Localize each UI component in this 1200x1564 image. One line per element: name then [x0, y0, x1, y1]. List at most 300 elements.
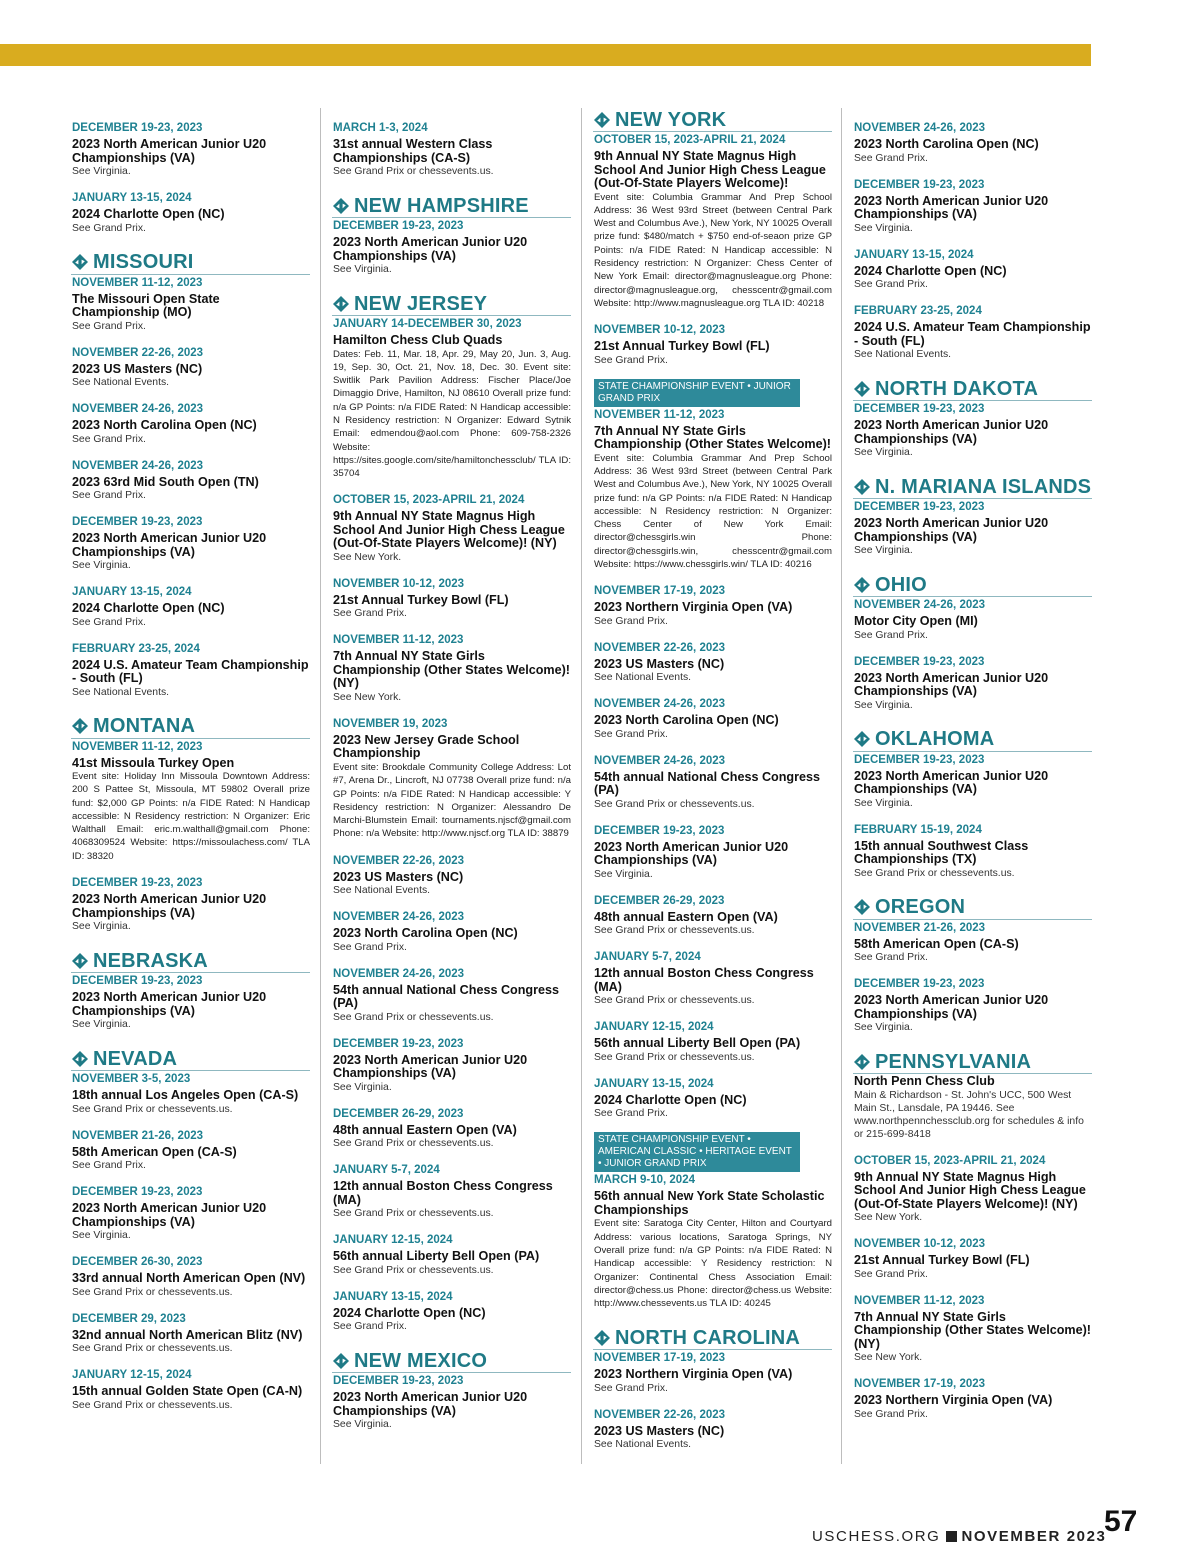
event-reference: See National Events. [594, 672, 692, 684]
state-marker-icon [853, 478, 871, 496]
event-date: OCTOBER 15, 2023-APRIL 21, 2024 [594, 134, 786, 146]
event-title: 2023 US Masters (NC) [594, 1423, 725, 1438]
event-date: NOVEMBER 22-26, 2023 [72, 346, 204, 359]
event-title: 7th Annual NY State Girls Championship (Other States Welcome)! (NY) [854, 1309, 1091, 1351]
event-listing [72, 459, 310, 503]
state-heading [71, 715, 310, 739]
state-marker-icon [332, 197, 350, 215]
event-listing [72, 121, 310, 178]
event-title: 2023 Northern Virginia Open (VA) [594, 1367, 793, 1382]
event-listing [854, 121, 1092, 165]
event-date: DECEMBER 26-30, 2023 [72, 1256, 203, 1269]
event-title: 2023 63rd Mid South Open (TN) [72, 474, 259, 489]
event-reference: See National Events. [854, 349, 952, 360]
event-title: 2023 North American Junior U20 Championships (VA) [333, 1390, 528, 1418]
event-listing [333, 717, 571, 841]
event-listing [333, 317, 571, 480]
event-date: NOVEMBER 24-26, 2023 [72, 459, 204, 472]
event-date: NOVEMBER 11-12, 2023 [333, 634, 464, 647]
event-date: DECEMBER 19-23, 2023 [72, 122, 203, 134]
event-date: JANUARY 12-15, 2024 [333, 1234, 453, 1247]
event-listing [72, 974, 310, 1031]
event-reference: See Grand Prix or chessevents.us. [72, 1343, 233, 1355]
state-heading [332, 292, 571, 316]
event-details: Event site: Columbia Grammar And Prep School Address: 36 West 93rd Street (between Central Park West and Columbus Ave.), New York, NY 10025 Overall prize fund: $480/match + $750 end-of-seaon prize GP Points: n/a FIDE Rated: N Handicap accessible: N Residency restriction: N Organizer: Chess Center of New York Email: director@magnusleague.org Phone: director@magnusleague.org, chesscentr@gmail.com Website: http://www.magnusleague.org TLA ID: 40218 [594, 191, 832, 309]
event-listing [854, 753, 1092, 810]
state-marker-icon [71, 952, 89, 970]
event-reference: See National Events. [594, 1439, 692, 1451]
event-reference: See Grand Prix. [854, 279, 928, 290]
event-date: NOVEMBER 10-12, 2023 [854, 1238, 986, 1250]
event-listing [854, 921, 1092, 965]
event-listing [72, 1312, 310, 1356]
event-title: The Missouri Open State Championship (MO) [72, 291, 220, 319]
state-name: NEW YORK [615, 108, 727, 131]
event-date: NOVEMBER 19, 2023 [333, 717, 448, 730]
event-reference: See Virginia. [72, 921, 131, 933]
event-title: 2023 North American Junior U20 Championships (VA) [854, 516, 1049, 544]
state-heading [71, 949, 310, 973]
event-reference: See New York. [854, 1212, 923, 1223]
event-title: 2023 Northern Virginia Open (VA) [854, 1393, 1053, 1407]
page-number: 57 [1104, 1505, 1138, 1538]
event-title: 12th annual Boston Chess Congress (MA) [333, 1179, 553, 1207]
state-heading [853, 1050, 1092, 1074]
event-date: DECEMBER 19-23, 2023 [72, 516, 203, 528]
event-reference: See Grand Prix or chessevents.us. [333, 166, 494, 177]
event-title: 2024 Charlotte Open (NC) [854, 263, 1007, 278]
event-listing [333, 493, 571, 564]
event-title: 7th Annual NY State Girls Championship (Other States Welcome)! (NY) [333, 649, 570, 691]
event-listing [854, 977, 1092, 1034]
event-listing [72, 740, 310, 864]
state-marker-icon [71, 253, 89, 271]
event-title: 48th annual Eastern Open (VA) [333, 1122, 517, 1137]
event-title: 21st Annual Turkey Bowl (FL) [854, 1253, 1030, 1267]
event-reference: See Grand Prix. [72, 1160, 146, 1172]
column-divider [320, 108, 321, 1464]
event-date: NOVEMBER 17-19, 2023 [594, 1352, 726, 1365]
event-title: 15th annual Golden State Open (CA-N) [72, 1384, 303, 1399]
event-title: 2024 U.S. Amateur Team Championship - South (FL) [854, 320, 1091, 348]
event-listing [72, 1185, 310, 1242]
event-reference: See Grand Prix. [333, 608, 407, 620]
event-listing [72, 1129, 310, 1173]
event-reference: See Grand Prix. [72, 490, 146, 501]
event-listing [594, 1408, 832, 1452]
event-title: 2023 US Masters (NC) [333, 869, 464, 884]
state-name: NORTH DAKOTA [875, 377, 1039, 400]
event-listing [72, 876, 310, 933]
event-reference: See Grand Prix. [333, 941, 407, 953]
event-listing [72, 276, 310, 333]
event-date: DECEMBER 26-29, 2023 [594, 894, 725, 907]
state-heading [853, 728, 1092, 752]
event-reference: See Grand Prix or chessevents.us. [333, 1208, 494, 1220]
event-date: DECEMBER 26-29, 2023 [333, 1107, 464, 1120]
event-date: NOVEMBER 3-5, 2023 [72, 1073, 191, 1086]
top-accent-bar [0, 44, 1091, 66]
state-heading [71, 251, 310, 275]
event-reference: See Grand Prix or chessevents.us. [333, 1264, 494, 1276]
event-reference: See Virginia. [72, 1230, 131, 1242]
event-title: 2023 New Jersey Grade School Championship [333, 732, 520, 761]
event-title: 2023 US Masters (NC) [72, 361, 203, 376]
event-listing [333, 1037, 571, 1094]
event-listing [594, 824, 832, 881]
event-date: NOVEMBER 11-12, 2023 [854, 1294, 985, 1307]
event-title: 2024 Charlotte Open (NC) [72, 207, 225, 221]
event-listing [333, 854, 571, 898]
event-listing [594, 408, 832, 572]
event-title: 32nd annual North American Blitz (NV) [72, 1327, 303, 1342]
event-title: 56th annual Liberty Bell Open (PA) [594, 1036, 801, 1051]
event-date: OCTOBER 15, 2023-APRIL 21, 2024 [333, 494, 525, 507]
event-date: JANUARY 13-15, 2024 [333, 1290, 453, 1303]
event-listing [72, 585, 310, 629]
listing-column-3 [594, 108, 832, 1451]
state-heading [853, 573, 1092, 597]
event-reference: See Grand Prix or chessevents.us. [72, 1399, 233, 1411]
event-date: JANUARY 5-7, 2024 [594, 951, 701, 964]
event-listing [333, 1163, 571, 1220]
event-title: 2023 North Carolina Open (NC) [72, 418, 257, 432]
listing-column-4 [854, 108, 1092, 1421]
event-date: JANUARY 12-15, 2024 [72, 1369, 192, 1382]
event-listing [854, 598, 1092, 642]
event-listing [72, 515, 310, 572]
event-title: North Penn Chess Club [854, 1074, 995, 1088]
event-reference: See Grand Prix. [72, 433, 146, 445]
event-date: FEBRUARY 15-19, 2024 [854, 823, 982, 836]
state-name: PENNSYLVANIA [875, 1050, 1032, 1073]
event-listing [72, 402, 310, 446]
event-title: 33rd annual North American Open (NV) [72, 1271, 306, 1286]
event-date: MARCH 9-10, 2024 [594, 1174, 695, 1187]
state-name: OREGON [875, 896, 966, 918]
event-listing [594, 1173, 832, 1310]
event-reference: See Grand Prix. [854, 629, 928, 641]
event-reference: See Grand Prix or chessevents.us. [72, 1103, 233, 1115]
event-listing [333, 1233, 571, 1277]
event-date: NOVEMBER 10-12, 2023 [594, 324, 726, 337]
event-details: Event site: Brookdale Community College Address: Lot #7, Arena Dr., Lincroft, NJ 07738 Overall prize fund: n/a GP Points: n/a FIDE Rated: N Handicap accessible: Y Residency restriction: N Organizer: Alessandro De Marchi-Blumstein Email: tournaments.njscf@gmail.com Phone: n/a Website: http://www.njscf.org TLA ID: 38879 [333, 761, 571, 840]
event-title: 2023 North Carolina Open (NC) [854, 137, 1039, 151]
event-date: DECEMBER 19-23, 2023 [854, 655, 985, 668]
event-reference: See Grand Prix or chessevents.us. [333, 1138, 494, 1150]
state-name: N. MARIANA ISLANDS [875, 475, 1092, 498]
event-listing [594, 641, 832, 685]
state-heading [332, 1349, 571, 1373]
event-reference: See Grand Prix or chessevents.us. [333, 1011, 494, 1023]
event-listing [72, 1255, 310, 1299]
event-listing [72, 191, 310, 235]
event-details: Event site: Holiday Inn Missoula Downtown Address: 200 S Pattee St, Missoula, MT 59802 Overall prize fund: $2,000 GP Points: n/a FIDE Rated: N Handicap accessible: N Residency restriction: N Organizer: Eric Walthall Email: eric.m.walthall@gmail.com Phone: 4068309524 Website: https://missoulachess.com/ TLA ID: 38320 [72, 771, 310, 862]
event-title: 2024 Charlotte Open (NC) [333, 1305, 486, 1320]
event-listing [333, 1107, 571, 1151]
event-date: NOVEMBER 11-12, 2023 [72, 276, 203, 289]
event-listing [594, 894, 832, 938]
event-listing [854, 1237, 1092, 1281]
event-listing [333, 1290, 571, 1334]
event-title: 2024 Charlotte Open (NC) [594, 1092, 747, 1107]
event-listing [854, 823, 1092, 880]
state-heading [853, 475, 1092, 499]
event-date: DECEMBER 19-23, 2023 [854, 178, 985, 191]
event-title: 9th Annual NY State Magnus High School And Junior High Chess League (Out-Of-State Players Welcome)! (NY) [854, 1169, 1086, 1211]
event-listing [333, 121, 571, 178]
state-heading [853, 377, 1092, 401]
event-reference: See Virginia. [854, 222, 913, 234]
event-title: 2023 North Carolina Open (NC) [333, 926, 518, 941]
event-listing [594, 584, 832, 628]
state-marker-icon [853, 1053, 871, 1071]
event-reference: See Grand Prix. [854, 1408, 928, 1420]
event-date: JANUARY 13-15, 2024 [854, 248, 974, 261]
event-listing [854, 178, 1092, 235]
event-listing [72, 1072, 310, 1116]
state-marker-icon [853, 898, 871, 916]
event-reference: See National Events. [72, 377, 170, 388]
event-date: FEBRUARY 23-25, 2024 [854, 305, 982, 317]
event-date: NOVEMBER 24-26, 2023 [594, 698, 726, 711]
event-title: 41st Missoula Turkey Open [72, 755, 235, 770]
event-reference: See Grand Prix or chessevents.us. [594, 925, 755, 937]
event-title: 58th American Open (CA-S) [72, 1144, 237, 1159]
event-reference: See Virginia. [594, 868, 653, 880]
event-date: DECEMBER 19-23, 2023 [594, 824, 725, 837]
event-reference: See New York. [333, 551, 402, 563]
event-reference: See Grand Prix. [854, 1268, 928, 1280]
event-reference: See Grand Prix or chessevents.us. [854, 867, 1015, 879]
event-listing [854, 655, 1092, 712]
event-reference: See Grand Prix. [594, 615, 668, 627]
state-name: NEW JERSEY [354, 292, 488, 315]
event-reference: See Grand Prix. [594, 354, 668, 366]
event-date: NOVEMBER 11-12, 2023 [72, 740, 203, 753]
state-marker-icon [593, 111, 611, 129]
footer-issue: NOVEMBER 2023 [961, 1528, 1107, 1545]
event-date: DECEMBER 19-23, 2023 [333, 220, 464, 232]
state-marker-icon [593, 1329, 611, 1347]
event-reference: See Grand Prix. [72, 616, 146, 628]
event-date: NOVEMBER 24-26, 2023 [72, 403, 204, 415]
event-date: NOVEMBER 11-12, 2023 [594, 408, 725, 421]
state-name: OKLAHOMA [875, 728, 995, 750]
event-listing [594, 754, 832, 811]
state-marker-icon [853, 576, 871, 594]
event-listing [333, 910, 571, 954]
event-reference: See Grand Prix. [594, 1108, 668, 1120]
event-listing [854, 402, 1092, 459]
event-title: 56th annual Liberty Bell Open (PA) [333, 1249, 540, 1264]
column-divider [581, 108, 582, 1464]
event-date: DECEMBER 19-23, 2023 [854, 501, 985, 513]
event-title: Motor City Open (MI) [854, 614, 978, 628]
state-marker-icon [332, 295, 350, 313]
event-date: OCTOBER 15, 2023-APRIL 21, 2024 [854, 1154, 1046, 1167]
event-title: 2023 North American Junior U20 Championships (VA) [854, 670, 1049, 698]
event-listing [333, 967, 571, 1024]
event-title: 2023 US Masters (NC) [594, 656, 725, 671]
event-date: NOVEMBER 24-26, 2023 [333, 911, 465, 924]
event-title: 56th annual New York State Scholastic Championships [594, 1189, 825, 1217]
state-name: NEBRASKA [93, 949, 208, 972]
event-listing [594, 697, 832, 741]
state-name: NEW HAMPSHIRE [354, 194, 529, 217]
event-date: NOVEMBER 22-26, 2023 [333, 854, 465, 867]
event-reference: See Grand Prix. [72, 320, 146, 332]
event-title: 2023 North American Junior U20 Championships (VA) [854, 768, 1049, 796]
event-listing [854, 500, 1092, 557]
event-listing [72, 346, 310, 390]
state-name: NEVADA [93, 1047, 178, 1070]
event-reference: Main & Richardson - St. John's UCC, 500 West Main St., Lansdale, PA 19446. See www.northpennchessclub.org for schedules & info or 215-699-8418 [854, 1089, 1084, 1140]
event-listing [854, 1294, 1092, 1365]
event-listing [72, 1368, 310, 1412]
state-heading [332, 194, 571, 218]
event-reference: See Grand Prix. [333, 1321, 407, 1333]
state-name: OHIO [875, 573, 927, 596]
event-listing [594, 1351, 832, 1395]
event-listing [333, 633, 571, 704]
event-date: JANUARY 13-15, 2024 [594, 1077, 714, 1090]
event-title: 9th Annual NY State Magnus High School And Junior High Chess League (Out-Of-State Players Welcome)! (NY) [333, 509, 565, 551]
event-reference: See Grand Prix. [594, 728, 668, 740]
event-title: 48th annual Eastern Open (VA) [594, 909, 778, 924]
event-listing [333, 1374, 571, 1431]
event-title: 54th annual National Chess Congress (PA) [333, 982, 560, 1011]
event-reference: See Grand Prix. [594, 1382, 668, 1394]
event-details: Event site: Columbia Grammar And Prep School Address: 36 West 93rd Street (between Central Park West and Columbus Ave.), New York, NY 10025 Overall prize fund: n/a GP Points: n/a FIDE Rated: N Handicap accessible: N Residency restriction: N Organizer: Chess Center of New York Email: director@chessgirls.win Phone: director@chessgirls.win, chesscentr@gmail.com Website: https://www.chessgirls.win/ TLA ID: 40216 [594, 452, 832, 571]
event-listing [854, 1154, 1092, 1225]
event-listing [854, 1075, 1092, 1141]
event-reference: See Virginia. [333, 264, 392, 275]
event-title: 2023 North American Junior U20 Championships (VA) [333, 1052, 528, 1081]
event-listing [854, 1377, 1092, 1421]
event-reference: See Grand Prix. [854, 952, 928, 963]
event-reference: See New York. [854, 1352, 923, 1363]
event-listing [594, 323, 832, 367]
state-heading [593, 108, 832, 132]
event-date: DECEMBER 29, 2023 [72, 1312, 186, 1325]
state-name: MONTANA [93, 715, 196, 737]
listing-column-2 [333, 108, 571, 1431]
event-listing [72, 642, 310, 699]
event-title: 2024 Charlotte Open (NC) [72, 601, 225, 615]
state-marker-icon [71, 1050, 89, 1068]
event-date: NOVEMBER 21-26, 2023 [854, 921, 986, 934]
event-category-banner: STATE CHAMPIONSHIP EVENT • AMERICAN CLASSIC • HERITAGE EVENT • JUNIOR GRAND PRIX [594, 1132, 800, 1172]
state-marker-icon [71, 717, 89, 735]
event-title: 2023 North American Junior U20 Championships (VA) [594, 839, 789, 868]
state-name: NORTH CAROLINA [615, 1326, 801, 1349]
state-name: MISSOURI [93, 251, 194, 273]
event-title: 58th American Open (CA-S) [854, 936, 1019, 951]
event-date: NOVEMBER 24-26, 2023 [854, 599, 986, 611]
event-listing [594, 1020, 832, 1064]
event-reference: See Grand Prix or chessevents.us. [594, 1051, 755, 1063]
event-reference: See Grand Prix or chessevents.us. [594, 798, 755, 810]
event-title: 12th annual Boston Chess Congress (MA) [594, 966, 814, 994]
event-reference: See Grand Prix or chessevents.us. [72, 1286, 233, 1298]
event-reference: See Virginia. [854, 699, 913, 711]
event-date: DECEMBER 19-23, 2023 [333, 1375, 464, 1388]
page-footer [812, 1528, 1106, 1545]
event-reference: See Grand Prix. [854, 152, 928, 164]
event-title: 2023 North American Junior U20 Championships (VA) [72, 990, 267, 1018]
event-reference: See Virginia. [72, 560, 131, 571]
event-title: 2023 North Carolina Open (NC) [594, 713, 779, 728]
state-marker-icon [853, 730, 871, 748]
event-date: NOVEMBER 17-19, 2023 [594, 585, 726, 598]
event-title: 2024 U.S. Amateur Team Championship - South (FL) [72, 657, 309, 685]
state-heading [593, 1326, 832, 1350]
event-title: 2023 North American Junior U20 Championships (VA) [72, 531, 267, 559]
event-details: Event site: Saratoga City Center, Hilton and Courtyard Address: various locations, Saratoga Springs, NY Overall prize fund: n/a GP Points: n/a FIDE Rated: N Handicap accessible: Y Residency restriction: N Organizer: Continental Chess Association Email: director@chess.us Phone: director@chess.us Website: http://www.chessevents.us TLA ID: 40245 [594, 1218, 832, 1310]
event-reference: See National Events. [333, 885, 431, 897]
event-date: JANUARY 14-DECEMBER 30, 2023 [333, 318, 522, 330]
event-title: 15th annual Southwest Class Championships (TX) [854, 838, 1029, 866]
event-title: 54th annual National Chess Congress (PA) [594, 769, 821, 798]
event-listing [594, 1077, 832, 1121]
event-title: Hamilton Chess Club Quads [333, 333, 503, 347]
event-reference: See Virginia. [333, 1081, 392, 1093]
event-title: 2023 North American Junior U20 Championships (VA) [854, 193, 1049, 221]
event-reference: See Virginia. [854, 545, 913, 556]
event-title: 2023 North American Junior U20 Championships (VA) [333, 235, 528, 263]
event-listing [594, 950, 832, 1007]
event-reference: See Virginia. [333, 1419, 392, 1431]
event-details: Dates: Feb. 11, Mar. 18, Apr. 29, May 20, Jun. 3, Aug. 19, Sep. 30, Oct. 21, Nov. 18, Dec. 30. Event site: Switlik Park Pavilion Address: Fischer Place/Joe Dimaggio Drive, Hamilton, NJ 08610 Overall prize fund: n/a GP Points: n/a FIDE Rated: N Handicap accessible: N Residency restriction: N Organizer: Edward Sytnik Email: edmendou@aol.com Phone: 609-758-2326 Website: https://sites.google.com/site/hamiltonchessclub/ TLA ID: 35704 [333, 348, 571, 480]
event-date: JANUARY 13-15, 2024 [72, 192, 192, 204]
event-date: DECEMBER 19-23, 2023 [72, 1186, 203, 1199]
event-title: 2023 North American Junior U20 Championships (VA) [72, 137, 267, 165]
event-date: NOVEMBER 24-26, 2023 [594, 754, 726, 767]
event-date: NOVEMBER 22-26, 2023 [594, 641, 726, 654]
event-date: DECEMBER 19-23, 2023 [72, 975, 203, 988]
footer-site: USCHESS.ORG [812, 1528, 941, 1545]
event-date: JANUARY 5-7, 2024 [333, 1164, 440, 1177]
event-title: 2023 North American Junior U20 Championships (VA) [854, 993, 1049, 1021]
event-reference: See Virginia. [72, 1019, 131, 1031]
event-category-banner: STATE CHAMPIONSHIP EVENT • JUNIOR GRAND PRIX [594, 379, 800, 407]
event-date: FEBRUARY 23-25, 2024 [72, 642, 200, 655]
event-date: NOVEMBER 17-19, 2023 [854, 1378, 986, 1390]
event-date: DECEMBER 19-23, 2023 [854, 978, 985, 990]
event-date: JANUARY 12-15, 2024 [594, 1021, 714, 1034]
event-date: NOVEMBER 24-26, 2023 [854, 122, 986, 134]
event-reference: See Grand Prix. [72, 222, 146, 234]
event-reference: See Virginia. [72, 166, 131, 177]
state-name: NEW MEXICO [354, 1349, 488, 1372]
column-divider [841, 108, 842, 1464]
event-title: 21st Annual Turkey Bowl (FL) [594, 339, 770, 354]
event-reference: See Grand Prix or chessevents.us. [594, 995, 755, 1007]
event-date: JANUARY 13-15, 2024 [72, 586, 192, 598]
event-date: NOVEMBER 22-26, 2023 [594, 1408, 726, 1421]
event-listing [333, 577, 571, 621]
event-date: NOVEMBER 24-26, 2023 [333, 967, 465, 980]
event-date: DECEMBER 19-23, 2023 [854, 403, 985, 415]
event-title: 9th Annual NY State Magnus High School And Junior High Chess League (Out-Of-State Players Welcome)! [594, 149, 826, 190]
state-marker-icon [332, 1352, 350, 1370]
event-listing [854, 248, 1092, 292]
event-date: DECEMBER 19-23, 2023 [854, 753, 985, 766]
event-reference: See Virginia. [854, 447, 913, 458]
event-date: MARCH 1-3, 2024 [333, 122, 428, 134]
event-date: NOVEMBER 10-12, 2023 [333, 577, 465, 590]
